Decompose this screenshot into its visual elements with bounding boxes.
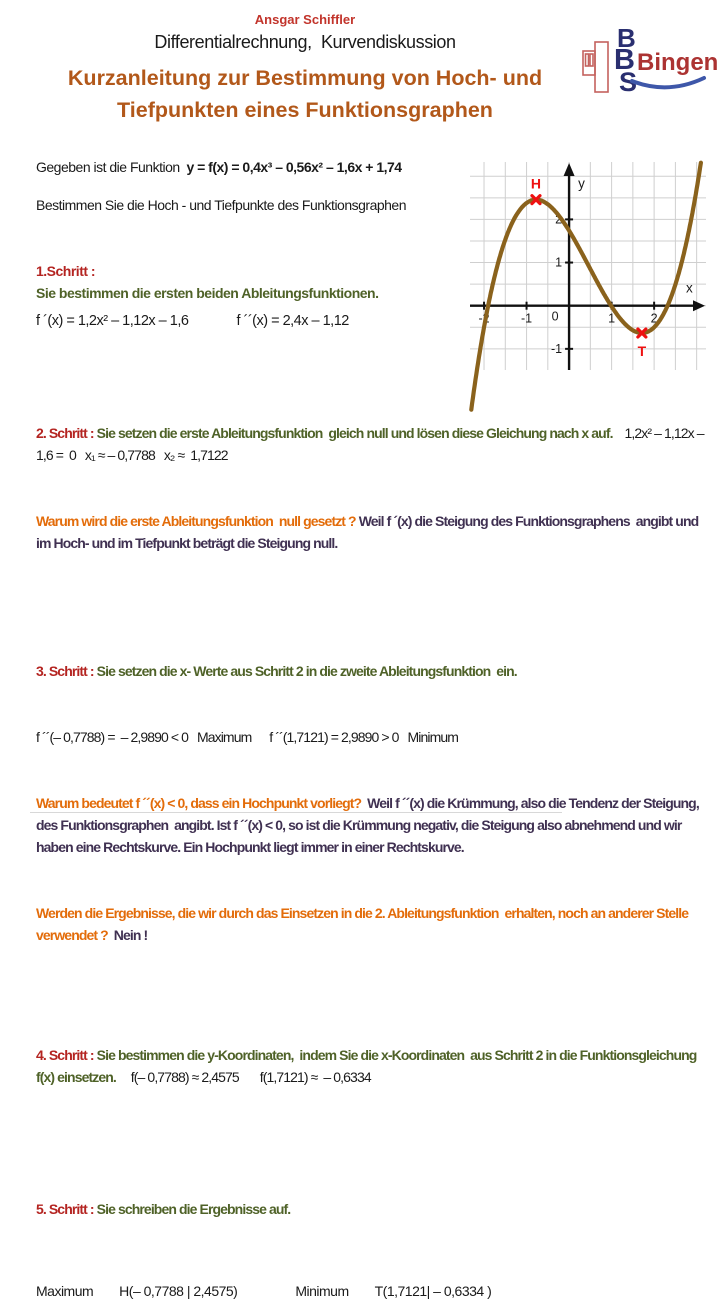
step-3-answer-1: Weil f ´´(x) die Krümmung, also die Tendenz der Steigung, des Funktionsgraphen angibt. Ist f ´´(x) < 0, so ist die Krümmung negativ, die Steigung also abnehmend und wir haben eine Rechtskurve. Ein Hochpunkt liegt immer in einer Rechtskurve. [36, 795, 702, 855]
svg-text:0: 0 [551, 309, 559, 324]
results-row [36, 1280, 709, 1302]
step-2-qa [36, 510, 704, 554]
function-graph [470, 162, 706, 370]
school-logo [582, 23, 718, 103]
svg-text:x: x [686, 280, 693, 296]
minimum-point: T(1,7121| – 0,6334 ) [374, 1283, 492, 1299]
first-derivative: f ´(x) = 1,2x² – 1,12x – 1,6 [36, 313, 189, 329]
step-5-text [36, 1198, 704, 1220]
step-2-heading: 2. Schritt : [36, 425, 97, 441]
step-4-heading: 4. Schritt : [36, 1047, 97, 1063]
intro-section [36, 156, 508, 216]
step-3-instruction: Sie setzen die x- Werte aus Schritt 2 in die zweite Ableitungsfunktion ein. [96, 663, 517, 679]
function-graph-canvas [470, 162, 706, 370]
author-name: Ansgar Schiffler [254, 12, 356, 27]
step-1 [36, 260, 508, 332]
building-icon [582, 37, 612, 93]
step-1-instruction: Sie bestimmen die ersten beiden Ableitungsfunktionen. [36, 285, 379, 301]
step-2-answer: Weil f ´(x) die Steigung des Funktionsgraphens angibt und im Hoch- und im Tiefpunkt beträgt die Steigung null. [36, 513, 702, 551]
svg-text:-1: -1 [520, 311, 533, 326]
step-4-instruction: Sie bestimmen die y-Koordinaten, indem Sie die x-Koordinaten aus Schritt 2 in die Funktionsgleichung f(x) einsetzen. [36, 1047, 703, 1085]
step-3-question-1: Warum bedeutet f ´´(x) < 0, dass ein Hochpunkt vorliegt? [36, 795, 368, 811]
step-4-values: f(– 0,7788) ≈ 2,4575 f(1,7121) ≈ – 0,6334 [115, 1069, 371, 1085]
page-title [0, 62, 610, 126]
step-2-instruction: Sie setzen die erste Ableitungsfunktion gleich null und lösen diese Gleichung nach x auf. [96, 425, 625, 441]
worksheet-page [0, 12, 718, 1299]
logo-letter-b2: B [614, 44, 635, 76]
step-3-question-2: Werden die Ergebnisse, die wir durch das Einsetzen in die 2. Ableitungsfunktion erhalten, noch an anderer Stelle verwendet ? [36, 905, 692, 943]
step-3-evaluation: f ´´(– 0,7788) = – 2,9890 < 0 Maximum f ´´(1,7121) = 2,9890 > 0 Minimum [36, 729, 458, 745]
step-3 [36, 616, 704, 990]
step-2-text [36, 422, 707, 466]
logo-letter-s: S [619, 67, 638, 97]
maximum-point: H(– 0,7788 | 2,4575) [119, 1283, 238, 1299]
course-subject: Differentialrechnung, Kurvendiskussion [154, 32, 456, 52]
step-1-derivatives [36, 310, 508, 332]
step-2 [36, 378, 707, 598]
bottom-rule [30, 812, 562, 813]
svg-text:2: 2 [650, 311, 658, 326]
function-equation: y = f(x) = 0,4x³ – 0,56x² – 1,6x + 1,74 [186, 159, 402, 175]
step-5-heading: 5. Schritt : [36, 1201, 97, 1217]
step-3-answer-2: Nein ! [113, 927, 148, 943]
step-3-text [36, 660, 704, 682]
svg-text:y: y [578, 176, 585, 191]
step-4 [36, 1000, 704, 1132]
svg-text:1: 1 [555, 255, 563, 270]
svg-text:H: H [530, 175, 542, 192]
svg-text:2: 2 [555, 212, 563, 227]
svg-text:-2: -2 [478, 311, 490, 326]
step-3-qa-1 [36, 792, 704, 858]
second-derivative: f ´´(x) = 2,4x – 1,12 [236, 313, 349, 329]
logo-wordmark: Bingen [637, 49, 718, 76]
svg-text:1: 1 [608, 311, 616, 326]
step-3-qa-2 [36, 902, 704, 946]
page-title-line-2: Tiefpunkten eines Funktionsgraphen [117, 98, 493, 122]
task-line: Bestimmen Sie die Hoch - und Tiefpunkte des Funktionsgraphen [36, 197, 407, 213]
logo-swoosh-icon [630, 73, 706, 95]
logo-letter-b1: B [617, 23, 636, 53]
page-title-line-1: Kurzanleitung zur Bestimmung von Hoch- und [67, 66, 543, 90]
given-function-line [36, 156, 508, 178]
step-1-heading: 1.Schritt : [36, 263, 96, 279]
svg-text:T: T [637, 343, 647, 360]
given-label: Gegeben ist die Funktion [36, 159, 187, 175]
step-4-text [36, 1044, 704, 1088]
step-5-instruction: Sie schreiben die Ergebnisse auf. [96, 1201, 291, 1217]
svg-text:-1: -1 [550, 341, 563, 356]
minimum-label: Minimum [295, 1283, 349, 1299]
step-2-question: Warum wird die erste Ableitungsfunktion null gesetzt ? [36, 513, 359, 529]
step-2-equation: 1,2x² – 1,12x – 1,6 = 0 x₁ ≈ – 0,7788 x₂ ≈ 1,7122 [36, 425, 707, 463]
step-3-heading: 3. Schritt : [36, 663, 97, 679]
maximum-label: Maximum [36, 1283, 94, 1299]
step-5 [36, 1154, 704, 1264]
